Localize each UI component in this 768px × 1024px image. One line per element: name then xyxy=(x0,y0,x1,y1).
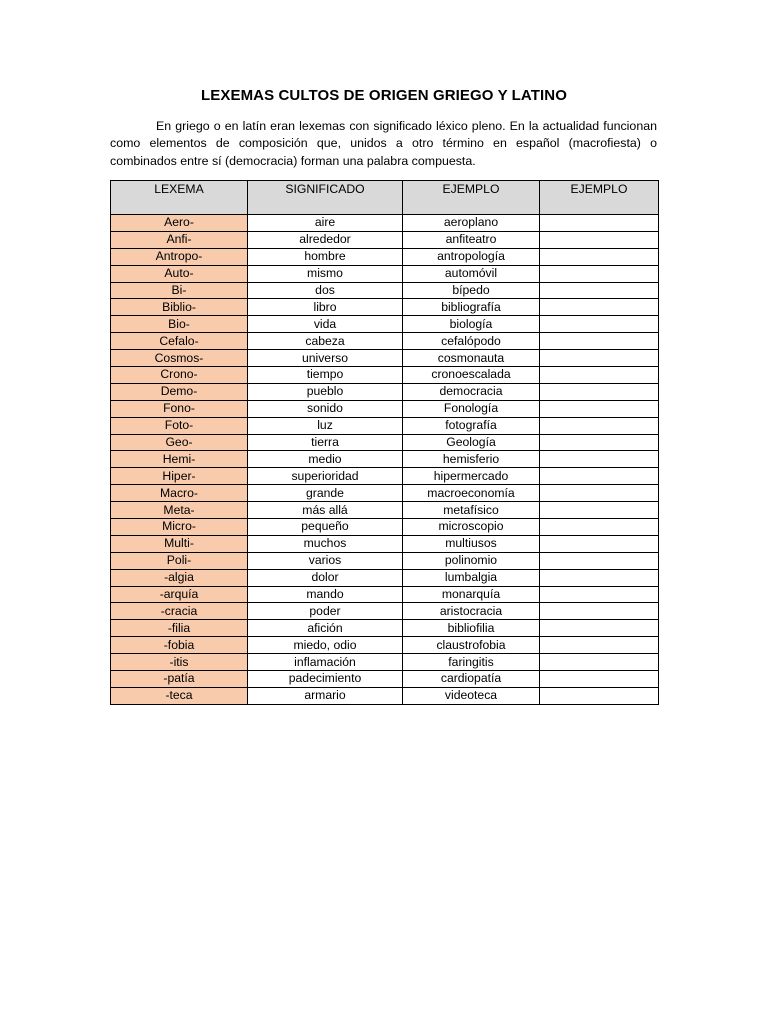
table-row xyxy=(111,350,659,367)
cell-ejemplo-2 xyxy=(540,282,659,299)
cell-ejemplo-2 xyxy=(540,654,659,671)
table-body xyxy=(111,215,659,705)
cell-ejemplo-2 xyxy=(540,519,659,536)
cell-lexema: Fono- xyxy=(111,400,248,417)
cell-significado: dolor xyxy=(248,569,403,586)
cell-lexema: Foto- xyxy=(111,417,248,434)
table-row xyxy=(111,620,659,637)
page-title: LEXEMAS CULTOS DE ORIGEN GRIEGO Y LATINO xyxy=(201,87,567,104)
table-row xyxy=(111,383,659,400)
cell-significado: miedo, odio xyxy=(248,637,403,654)
table-row xyxy=(111,637,659,654)
cell-lexema: -arquía xyxy=(111,586,248,603)
cell-ejemplo: faringitis xyxy=(403,654,540,671)
cell-ejemplo-2 xyxy=(540,367,659,384)
cell-significado: hombre xyxy=(248,248,403,265)
cell-ejemplo: bípedo xyxy=(403,282,540,299)
cell-ejemplo-2 xyxy=(540,383,659,400)
table-row xyxy=(111,569,659,586)
cell-ejemplo-2 xyxy=(540,299,659,316)
table-row xyxy=(111,468,659,485)
table-row xyxy=(111,535,659,552)
cell-significado: universo xyxy=(248,350,403,367)
cell-significado: pueblo xyxy=(248,383,403,400)
cell-ejemplo: polinomio xyxy=(403,552,540,569)
cell-ejemplo: aristocracia xyxy=(403,603,540,620)
cell-lexema: Hiper- xyxy=(111,468,248,485)
cell-significado: alrededor xyxy=(248,231,403,248)
cell-ejemplo: bibliografía xyxy=(403,299,540,316)
table-row xyxy=(111,333,659,350)
cell-significado: grande xyxy=(248,485,403,502)
cell-lexema: Meta- xyxy=(111,502,248,519)
cell-ejemplo: microscopio xyxy=(403,519,540,536)
cell-lexema: -cracia xyxy=(111,603,248,620)
cell-ejemplo-2 xyxy=(540,569,659,586)
cell-significado: padecimiento xyxy=(248,671,403,688)
header-ejemplo: EJEMPLO xyxy=(403,181,540,215)
cell-lexema: Poli- xyxy=(111,552,248,569)
cell-lexema: Bio- xyxy=(111,316,248,333)
table-row xyxy=(111,265,659,282)
cell-significado: poder xyxy=(248,603,403,620)
table-row xyxy=(111,316,659,333)
table-row xyxy=(111,299,659,316)
cell-significado: armario xyxy=(248,687,403,704)
cell-significado: mismo xyxy=(248,265,403,282)
cell-significado: tierra xyxy=(248,434,403,451)
cell-lexema: Bi- xyxy=(111,282,248,299)
cell-ejemplo-2 xyxy=(540,231,659,248)
cell-ejemplo: multiusos xyxy=(403,535,540,552)
cell-lexema: Cefalo- xyxy=(111,333,248,350)
cell-ejemplo: fotografía xyxy=(403,417,540,434)
cell-ejemplo-2 xyxy=(540,620,659,637)
cell-lexema: Aero- xyxy=(111,215,248,232)
cell-ejemplo: metafísico xyxy=(403,502,540,519)
table-row xyxy=(111,434,659,451)
cell-lexema: Auto- xyxy=(111,265,248,282)
cell-lexema: -teca xyxy=(111,687,248,704)
cell-significado: libro xyxy=(248,299,403,316)
table-row xyxy=(111,671,659,688)
cell-ejemplo-2 xyxy=(540,502,659,519)
header-lexema: LEXEMA xyxy=(111,181,248,215)
table-row xyxy=(111,282,659,299)
cell-lexema: Biblio- xyxy=(111,299,248,316)
header-significado: SIGNIFICADO xyxy=(248,181,403,215)
cell-ejemplo: hemisferio xyxy=(403,451,540,468)
cell-significado: inflamación xyxy=(248,654,403,671)
cell-ejemplo-2 xyxy=(540,485,659,502)
cell-significado: mando xyxy=(248,586,403,603)
cell-lexema: -itis xyxy=(111,654,248,671)
table-row xyxy=(111,485,659,502)
table-row xyxy=(111,687,659,704)
lexemes-table xyxy=(110,180,659,705)
cell-ejemplo-2 xyxy=(540,637,659,654)
cell-ejemplo: Geología xyxy=(403,434,540,451)
header-ejemplo-2: EJEMPLO xyxy=(540,181,659,215)
cell-ejemplo: claustrofobia xyxy=(403,637,540,654)
table-row xyxy=(111,231,659,248)
cell-ejemplo-2 xyxy=(540,586,659,603)
cell-ejemplo: cosmonauta xyxy=(403,350,540,367)
cell-ejemplo-2 xyxy=(540,316,659,333)
cell-ejemplo-2 xyxy=(540,248,659,265)
cell-ejemplo: biología xyxy=(403,316,540,333)
cell-lexema: -fobia xyxy=(111,637,248,654)
cell-significado: luz xyxy=(248,417,403,434)
table-row xyxy=(111,654,659,671)
cell-ejemplo: antropología xyxy=(403,248,540,265)
cell-lexema: Crono- xyxy=(111,367,248,384)
table-row xyxy=(111,552,659,569)
cell-ejemplo-2 xyxy=(540,468,659,485)
cell-ejemplo: democracia xyxy=(403,383,540,400)
cell-ejemplo-2 xyxy=(540,350,659,367)
table-row xyxy=(111,519,659,536)
cell-ejemplo-2 xyxy=(540,417,659,434)
table-row xyxy=(111,367,659,384)
cell-lexema: Cosmos- xyxy=(111,350,248,367)
cell-ejemplo-2 xyxy=(540,434,659,451)
cell-lexema: Hemi- xyxy=(111,451,248,468)
cell-significado: muchos xyxy=(248,535,403,552)
intro-paragraph: En griego o en latín eran lexemas con significado léxico pleno. En la actualidad funcionan como elementos de composición que, unidos a otro término en español (macrofiesta) o combinados entre sí (democracia) forman una palabra compuesta. xyxy=(110,119,657,168)
table-row xyxy=(111,603,659,620)
cell-lexema: Demo- xyxy=(111,383,248,400)
cell-ejemplo: cronoescalada xyxy=(403,367,540,384)
cell-significado: sonido xyxy=(248,400,403,417)
cell-significado: más allá xyxy=(248,502,403,519)
cell-ejemplo-2 xyxy=(540,400,659,417)
cell-significado: vida xyxy=(248,316,403,333)
cell-significado: cabeza xyxy=(248,333,403,350)
table-row xyxy=(111,417,659,434)
cell-ejemplo: cardiopatía xyxy=(403,671,540,688)
cell-ejemplo-2 xyxy=(540,671,659,688)
cell-ejemplo-2 xyxy=(540,552,659,569)
cell-ejemplo-2 xyxy=(540,215,659,232)
cell-lexema: Multi- xyxy=(111,535,248,552)
cell-ejemplo: automóvil xyxy=(403,265,540,282)
cell-significado: afición xyxy=(248,620,403,637)
table-row xyxy=(111,248,659,265)
cell-lexema: -algia xyxy=(111,569,248,586)
cell-significado: aire xyxy=(248,215,403,232)
cell-ejemplo: bibliofilia xyxy=(403,620,540,637)
table-row xyxy=(111,451,659,468)
cell-ejemplo: hipermercado xyxy=(403,468,540,485)
table-header xyxy=(111,181,659,215)
cell-significado: varios xyxy=(248,552,403,569)
cell-lexema: Anfi- xyxy=(111,231,248,248)
header-row xyxy=(111,181,659,215)
cell-ejemplo-2 xyxy=(540,333,659,350)
cell-lexema: -filia xyxy=(111,620,248,637)
cell-ejemplo-2 xyxy=(540,451,659,468)
cell-ejemplo-2 xyxy=(540,687,659,704)
table-row xyxy=(111,586,659,603)
table-row xyxy=(111,502,659,519)
cell-ejemplo: anfiteatro xyxy=(403,231,540,248)
cell-significado: superioridad xyxy=(248,468,403,485)
cell-ejemplo-2 xyxy=(540,265,659,282)
cell-ejemplo: monarquía xyxy=(403,586,540,603)
cell-ejemplo: Fonología xyxy=(403,400,540,417)
cell-lexema: Macro- xyxy=(111,485,248,502)
table-row xyxy=(111,215,659,232)
cell-ejemplo: videoteca xyxy=(403,687,540,704)
cell-significado: tiempo xyxy=(248,367,403,384)
cell-ejemplo-2 xyxy=(540,535,659,552)
cell-significado: dos xyxy=(248,282,403,299)
cell-lexema: Antropo- xyxy=(111,248,248,265)
cell-ejemplo: lumbalgia xyxy=(403,569,540,586)
cell-ejemplo: aeroplano xyxy=(403,215,540,232)
cell-significado: pequeño xyxy=(248,519,403,536)
cell-significado: medio xyxy=(248,451,403,468)
table-row xyxy=(111,400,659,417)
cell-lexema: -patía xyxy=(111,671,248,688)
cell-lexema: Geo- xyxy=(111,434,248,451)
cell-ejemplo: cefalópodo xyxy=(403,333,540,350)
cell-ejemplo-2 xyxy=(540,603,659,620)
cell-ejemplo: macroeconomía xyxy=(403,485,540,502)
cell-lexema: Micro- xyxy=(111,519,248,536)
